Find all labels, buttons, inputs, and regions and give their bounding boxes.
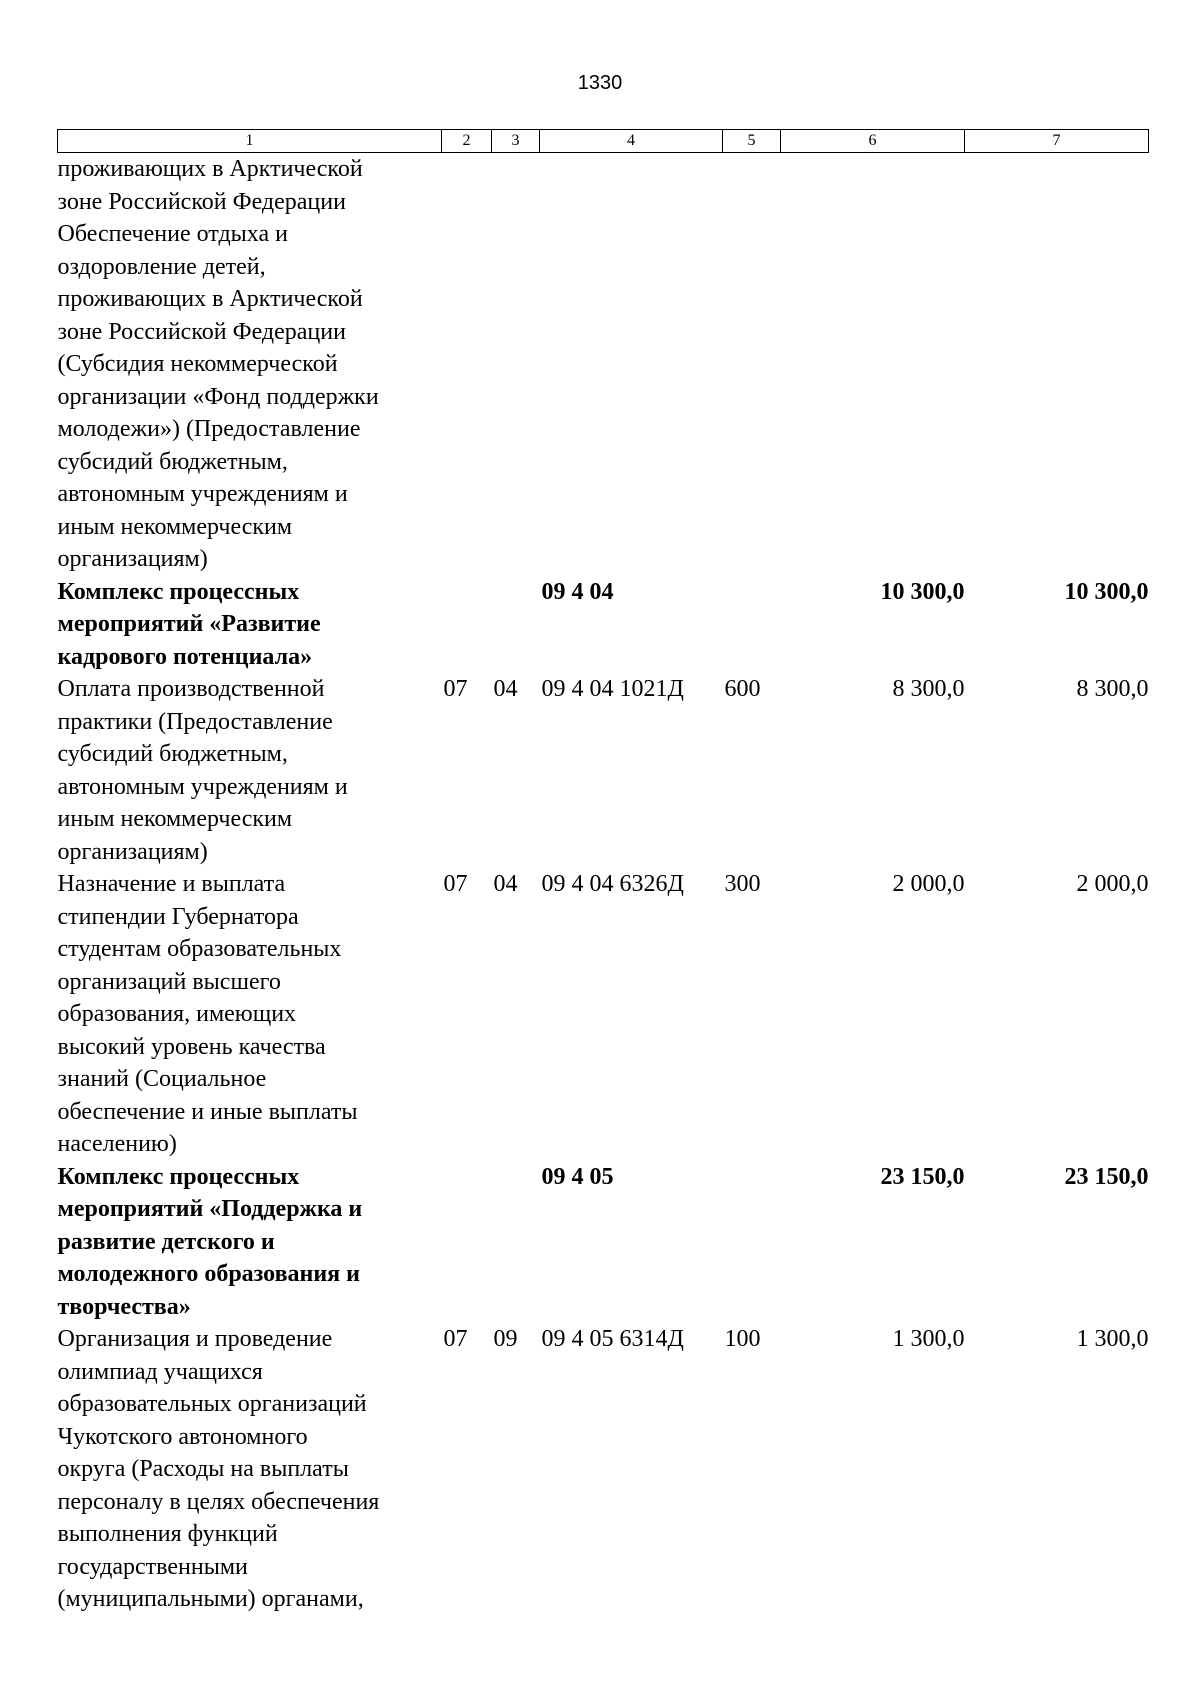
table-body	[58, 153, 1149, 1616]
row-amount-2: 1 300,0	[1076, 1326, 1149, 1352]
row-name: Организация и проведение олимпиад учащихся образовательных организаций Чукотского автономного округа (Расходы на выплаты персоналу в целях обеспечения выполнения функций государственными (муниципальными) органами,	[57, 1326, 380, 1612]
row-amount-1: 8 300,0	[892, 676, 965, 702]
header-col-6: 6	[781, 130, 965, 153]
row-name: Комплекс процессных мероприятий «Развитие кадрового потенциала»	[57, 578, 321, 670]
header-col-7: 7	[965, 130, 1149, 153]
row-section: 07	[443, 1326, 468, 1352]
row-subsection	[492, 153, 540, 576]
row-section	[442, 576, 492, 674]
row-section: 07	[443, 871, 468, 897]
row-amount-1	[781, 153, 965, 576]
row-expense-type	[723, 576, 781, 674]
page-number: 1330	[577, 72, 623, 94]
row-amount-2: 10 300,0	[1064, 578, 1149, 605]
row-section	[442, 153, 492, 576]
table-row	[58, 1323, 1149, 1616]
row-amount-2: 2 000,0	[1076, 871, 1149, 897]
row-subsection: 04	[493, 871, 518, 897]
row-target-article: 09 4 04 1021Д	[541, 676, 684, 702]
header-col-5: 5	[723, 130, 781, 153]
row-target-article: 09 4 04	[541, 578, 614, 605]
row-target-article: 09 4 05	[541, 1163, 614, 1190]
row-section: 07	[443, 676, 468, 702]
row-target-article: 09 4 04 6326Д	[541, 871, 684, 897]
row-section	[442, 1161, 492, 1324]
row-amount-1: 1 300,0	[892, 1326, 965, 1352]
row-subsection: 09	[493, 1326, 518, 1352]
header-col-2: 2	[442, 130, 492, 153]
row-expense-type: 100	[724, 1326, 761, 1352]
row-name: Комплекс процессных мероприятий «Поддержка и развитие детского и молодежного образования и творчества»	[57, 1163, 363, 1320]
row-amount-2	[965, 153, 1149, 576]
row-expense-type: 600	[724, 676, 761, 702]
row-amount-2: 8 300,0	[1076, 676, 1149, 702]
row-amount-1: 2 000,0	[892, 871, 965, 897]
row-target-article	[540, 153, 723, 576]
header-col-3: 3	[492, 130, 540, 153]
column-number-header	[58, 130, 1149, 153]
row-amount-2: 23 150,0	[1064, 1163, 1149, 1190]
table-row	[58, 868, 1149, 1161]
table-row	[58, 153, 1149, 576]
row-amount-1: 10 300,0	[880, 578, 965, 605]
row-name: Оплата производственной практики (Предоставление субсидий бюджетным, автономным учреждениям и иным некоммерческим организациям)	[57, 676, 348, 865]
header-col-1: 1	[58, 130, 442, 153]
row-amount-1: 23 150,0	[880, 1163, 965, 1190]
row-subsection: 04	[493, 676, 518, 702]
budget-table	[57, 129, 1149, 1616]
row-subsection	[492, 1161, 540, 1324]
row-subsection	[492, 576, 540, 674]
table-row	[58, 673, 1149, 868]
table-row	[58, 576, 1149, 674]
budget-table-container	[57, 129, 1148, 1616]
header-col-4: 4	[540, 130, 723, 153]
row-expense-type	[723, 153, 781, 576]
row-target-article: 09 4 05 6314Д	[541, 1326, 684, 1352]
table-row	[58, 1161, 1149, 1324]
row-name: Назначение и выплата стипендии Губернатора студентам образовательных организаций высшего образования, имеющих высокий уровень качества знаний (Социальное обеспечение и иные выплаты населению)	[57, 871, 358, 1157]
row-expense-type: 300	[724, 871, 761, 897]
row-name: проживающих в Арктической зоне Российской Федерации Обеспечение отдыха и оздоровление детей, проживающих в Арктической зоне Российской Федерации (Субсидия некоммерческой организации «Фонд поддержки молодежи») (Предоставление субсидий бюджетным, автономным учреждениям и иным некоммерческим организациям)	[57, 156, 379, 572]
row-expense-type	[723, 1161, 781, 1324]
